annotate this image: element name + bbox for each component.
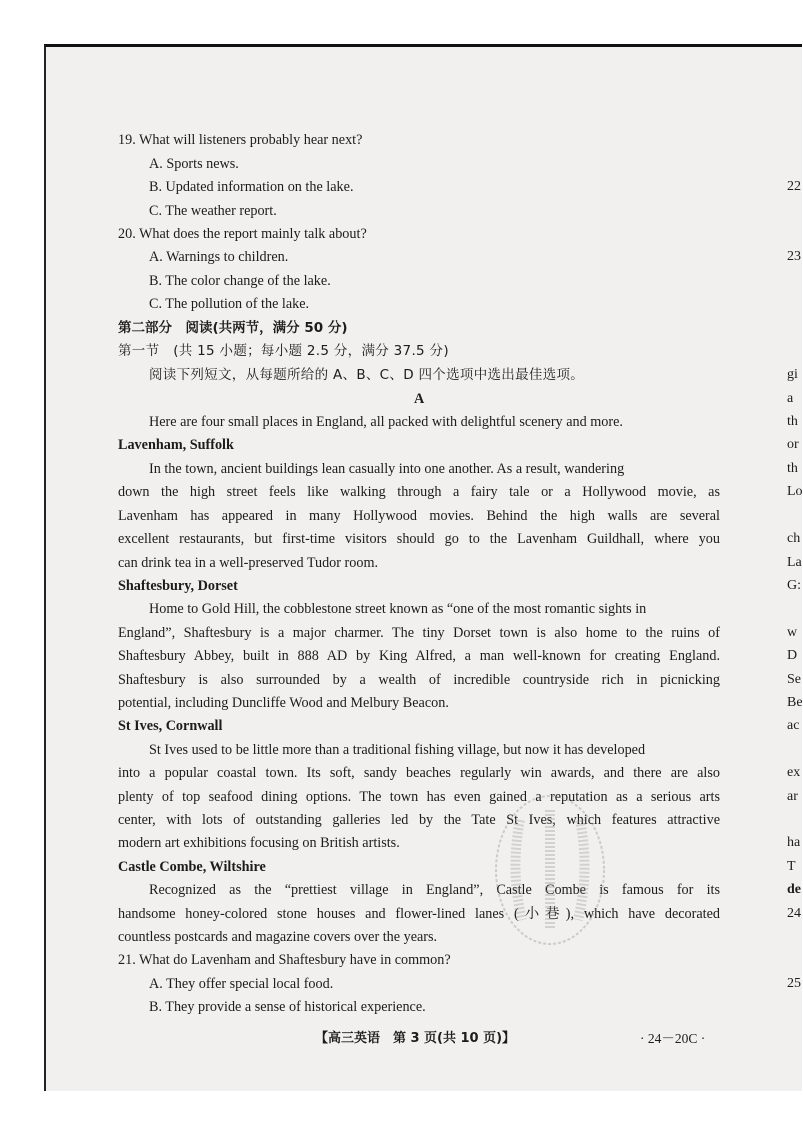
right-margin-fragment: ex: [787, 765, 801, 780]
lavenham-line-4: excellent restaurants, but first-time visitors should go to the Lavenham Guildhall, where you: [118, 531, 720, 547]
place-heading-st-ives: St Ives, Cornwall: [118, 718, 223, 734]
st-ives-line-1: St Ives used to be little more than a traditional fishing village, but now it has developed: [149, 742, 646, 758]
shaftesbury-line-1: Home to Gold Hill, the cobblestone street known as “one of the most romantic sights in: [149, 601, 647, 617]
lavenham-line-5: can drink tea in a well-preserved Tudor room.: [118, 555, 379, 571]
right-margin-fragment: ch: [787, 531, 801, 546]
right-margin-fragment: Se: [787, 672, 801, 687]
right-margin-fragment: gi: [787, 367, 798, 382]
question-19-option-a: A. Sports news.: [149, 156, 239, 172]
right-margin-fragment: Lo: [787, 484, 803, 499]
question-19-stem: 19. What will listeners probably hear next?: [118, 132, 363, 148]
st-ives-line-4: center, with lots of outstanding galleries led by the Tate St Ives, which features attractive: [118, 812, 720, 828]
right-margin-fragment: D: [787, 648, 798, 663]
right-margin-fragment: 24: [787, 906, 801, 921]
shaftesbury-line-5: potential, including Duncliffe Wood and Melbury Beacon.: [118, 695, 449, 711]
passage-intro: Here are four small places in England, all packed with delightful scenery and more.: [149, 414, 623, 430]
right-margin-fragment: ha: [787, 835, 801, 850]
question-21-stem: 21. What do Lavenham and Shaftesbury have in common?: [118, 952, 451, 968]
lavenham-line-3: Lavenham has appeared in many Hollywood movies. Behind the high walls are several: [118, 508, 720, 524]
right-margin-fragment: 25: [787, 976, 801, 991]
right-margin-fragment: th: [787, 414, 798, 429]
castle-combe-line-3: countless postcards and magazine covers over the years.: [118, 929, 438, 945]
lavenham-line-1: In the town, ancient buildings lean casually into one another. As a result, wandering: [149, 461, 625, 477]
question-19-option-c: C. The weather report.: [149, 203, 277, 219]
question-20-option-b: B. The color change of the lake.: [149, 273, 331, 289]
right-margin-fragment: 23: [787, 249, 801, 264]
shaftesbury-line-4: Shaftesbury is also surrounded by a wealth of incredible countryside rich in picnicking: [118, 672, 720, 688]
right-margin-fragment: th: [787, 461, 798, 476]
question-19-option-b: B. Updated information on the lake.: [149, 179, 354, 195]
question-21-option-b: B. They provide a sense of historical experience.: [149, 999, 426, 1015]
question-20-option-c: C. The pollution of the lake.: [149, 296, 310, 312]
right-margin-fragment: Be: [787, 695, 803, 710]
question-20-stem: 20. What does the report mainly talk about?: [118, 226, 367, 242]
shaftesbury-line-3: Shaftesbury Abbey, built in 888 AD by King Alfred, a man well-known for creating England.: [118, 648, 720, 664]
watermark-seal: [490, 790, 610, 950]
right-margin-fragment: T: [787, 859, 796, 874]
right-margin-fragment: ac: [787, 718, 800, 733]
st-ives-line-3: plenty of top seafood dining options. The town has even gained a reputation as a serious arts: [118, 789, 720, 805]
section-one-title: 第一节 (共 15 小题；每小题 2.5 分，满分 37.5 分): [118, 343, 449, 359]
passage-label: A: [414, 391, 425, 407]
right-margin-fragment: a: [787, 391, 794, 406]
place-heading-lavenham: Lavenham, Suffolk: [118, 437, 234, 453]
right-margin-fragment: G:: [787, 578, 801, 593]
right-margin-fragment: w: [787, 625, 798, 640]
castle-combe-line-1: Recognized as the “prettiest village in England”, Castle Combe is famous for its: [149, 882, 720, 898]
castle-combe-line-2: handsome honey-colored stone houses and flower-lined lanes (小巷), which have decorated: [118, 906, 720, 922]
page-footer-code: · 24－20C ·: [640, 1031, 706, 1046]
right-margin-fragment: de: [787, 882, 801, 897]
right-margin-fragment: or: [787, 437, 799, 452]
st-ives-line-2: into a popular coastal town. Its soft, sandy beaches regularly win awards, and there are also: [118, 765, 720, 781]
question-20-option-a: A. Warnings to children.: [149, 249, 289, 265]
lavenham-line-2: down the high street feels like walking through a fairy tale or a Hollywood movie, as: [118, 484, 720, 500]
st-ives-line-5: modern art exhibitions focusing on British artists.: [118, 835, 400, 851]
place-heading-castle-combe: Castle Combe, Wiltshire: [118, 859, 266, 875]
shaftesbury-line-2: England”, Shaftesbury is a major charmer. The tiny Dorset town is also home to the ruins of: [118, 625, 720, 641]
question-21-option-a: A. They offer special local food.: [149, 976, 334, 992]
right-margin-fragment: 22: [787, 179, 801, 194]
part-two-title: 第二部分 阅读(共两节，满分 50 分): [118, 320, 348, 336]
right-margin-fragment: La: [787, 555, 802, 570]
place-heading-shaftesbury: Shaftesbury, Dorset: [118, 578, 238, 594]
page-footer-label: 【高三英语 第 3 页(共 10 页)】: [314, 1031, 516, 1046]
reading-instruction: 阅读下列短文，从每题所给的 A、B、C、D 四个选项中选出最佳选项。: [149, 367, 585, 383]
right-margin-fragment: ar: [787, 789, 798, 804]
